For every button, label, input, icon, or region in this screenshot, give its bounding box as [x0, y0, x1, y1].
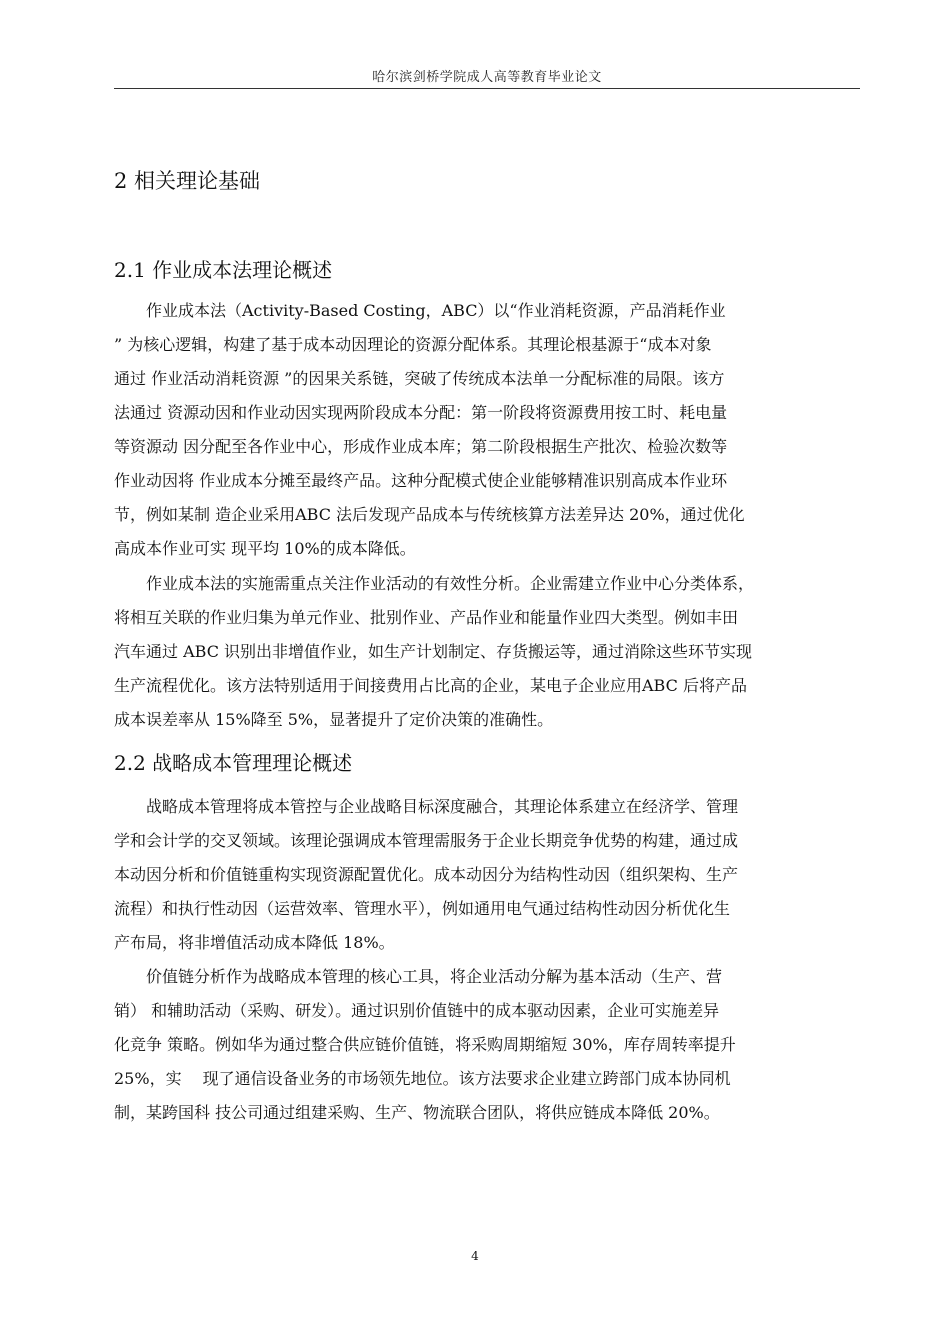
text-line: 本动因分析和价值链重构实现资源配置优化。成本动因分为结构性动因（组织架构、生产: [114, 865, 739, 884]
text-line: 通过 作业活动消耗资源 ”的因果关系链，突破了传统成本法单一分配标准的局限。该方: [114, 369, 725, 388]
text-line: 战略成本管理将成本管控与企业战略目标深度融合，其理论体系建立在经济学、管理: [114, 797, 739, 816]
text-line: 销） 和辅助活动（采购、研发）。通过识别价值链中的成本驱动因素，企业可实施差异: [114, 1001, 720, 1020]
section-title-2-1: 2.1 作业成本法理论概述: [114, 258, 333, 282]
text-line: ” 为核心逻辑，构建了基于成本动因理论的资源分配体系。其理论根基源于“成本对象: [114, 335, 712, 354]
section-title-2-2: 2.2 战略成本管理理论概述: [114, 751, 353, 775]
text-line: 将相互关联的作业归集为单元作业、批别作业、产品作业和能量作业四大类型。例如丰田: [114, 608, 739, 627]
paragraph: [114, 567, 876, 737]
chapter-title: 2 相关理论基础: [114, 169, 261, 193]
text-line: 成本误差率从 15%降至 5%，显著提升了定价决策的准确性。: [114, 710, 554, 729]
text-line: 制，某跨国科 技公司通过组建采购、生产、物流联合团队，将供应链成本降低 20%。: [114, 1103, 720, 1122]
text-line: 作业成本法（Activity-Based Costing，ABC）以“作业消耗资源，产品消耗作业: [114, 301, 726, 320]
header-rule: [114, 88, 860, 89]
page-number: 4: [471, 1249, 479, 1263]
text-line: 节，例如某制 造企业采用ABC 法后发现产品成本与传统核算方法差异达 20%，通过优化: [114, 505, 745, 524]
paragraph: [114, 960, 876, 1130]
text-line: 高成本作业可实 现平均 10%的成本降低。: [114, 539, 416, 558]
text-line: 作业成本法的实施需重点关注作业活动的有效性分析。企业需建立作业中心分类体系，: [114, 574, 755, 593]
text-line: 25%，实 现了通信设备业务的市场领先地位。该方法要求企业建立跨部门成本协同机: [114, 1069, 731, 1088]
text-line: 等资源动 因分配至各作业中心，形成作业成本库；第二阶段根据生产批次、检验次数等: [114, 437, 728, 456]
text-line: 法通过 资源动因和作业动因实现两阶段成本分配：第一阶段将资源费用按工时、耗电量: [114, 403, 728, 422]
text-line: 生产流程优化。该方法特别适用于间接费用占比高的企业，某电子企业应用ABC 后将产品: [114, 676, 747, 695]
text-line: 价值链分析作为战略成本管理的核心工具，将企业活动分解为基本活动（生产、营: [114, 967, 723, 986]
paragraph: [114, 790, 876, 960]
text-line: 流程）和执行性动因（运营效率、管理水平），例如通用电气通过结构性动因分析优化生: [114, 899, 731, 918]
running-header: 哈尔滨剑桥学院成人高等教育毕业论文: [372, 70, 602, 85]
text-line: 产布局，将非增值活动成本降低 18%。: [114, 933, 395, 952]
text-line: 化竞争 策略。例如华为通过整合供应链价值链，将采购周期缩短 30%，库存周转率提升: [114, 1035, 736, 1054]
text-line: 汽车通过 ABC 识别出非增值作业，如生产计划制定、存货搬运等，通过消除这些环节实现: [114, 642, 753, 661]
paragraph: [114, 294, 876, 566]
text-line: 作业动因将 作业成本分摊至最终产品。这种分配模式使企业能够精准识别高成本作业环: [114, 471, 728, 490]
text-line: 学和会计学的交叉领域。该理论强调成本管理需服务于企业长期竞争优势的构建，通过成: [114, 831, 739, 850]
